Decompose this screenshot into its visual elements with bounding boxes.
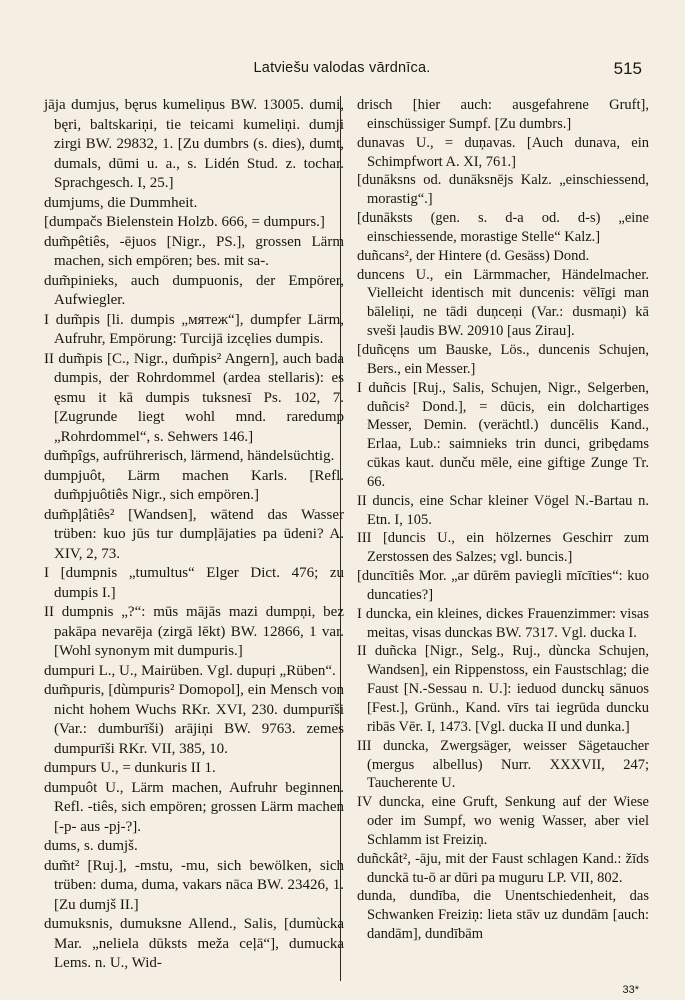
dictionary-entry: dum̃pîgs, aufrührerisch, lärmend, händelsüchtig. xyxy=(44,448,335,464)
dictionary-entry: dum̃puris, [dùmpuris² Domopol], ein Mensch von nicht hohem Wuchs RKr. XVI, 230. dumpurīši (Var.: dumburīši) arājiņi BW. 9763. zemes dumpurīši RKr. VII, 385, 10. xyxy=(44,682,344,757)
dictionary-entry: duñcans², der Hintere (d. Gesäss) Dond. xyxy=(357,247,590,264)
dictionary-entry: [dunāksns od. dunāksnējs Kalz. „einschiessend, morastig“.] xyxy=(357,172,649,208)
dictionary-entry: dum̃t² [Ruj.], -mstu, -mu, sich bewölken, sich trüben: duma, duma, vakars nāca BW. 23426, 1. [Zu dumjš II.] xyxy=(44,857,344,913)
page-header xyxy=(42,60,642,86)
dictionary-entry: dunda, dundība, die Unentschiedenheit, das Schwanken Freiziņ: lieta stāv uz dundām [auch: dandām], dundībām xyxy=(357,888,649,943)
dictionary-entry: jāja dumjus, bęrus kumeliņus BW. 13005. dumi, bęri, baltskariņi, tie teicami kumeliņi. dumji zirgi BW. 29832, 1. [Zu dumbrs (s. dies), dumt, dumals, dūmi u. a., s. Lidén Stud. z. tochar. Sprachgesch. I, 25.] xyxy=(44,97,344,191)
dictionary-entry: II duñcka [Nigr., Selg., Ruj., dùncka Schujen, Wandsen], ein Rippenstoss, ein Faustschlag; die Faust [N.-Sessau n. U.]: ieduod dunckų sānuos [Fest.], Grünh., Kand. vīrs tai iegrūda duncku ribās Vēr. I, 1473. [Vgl. ducka II und dunka.] xyxy=(357,643,649,735)
dictionary-entry: duñckât², -āju, mit der Faust schlagen Kand.: žīds dunckā tu-ō ar dūri pa muguru LP. VII, 802. xyxy=(357,850,649,886)
dictionary-entry: dunavas U., = duņavas. [Auch dunava, ein Schimpfwort A. XI, 761.] xyxy=(357,134,649,170)
dictionary-entry: dumuksnis, dumuksne Allend., Salis, [dumùcka Mar. „neliela dūksts meža ceļā“], dumucka Lems. n. U., Wid- xyxy=(44,916,344,971)
dictionary-entry: dum̃pêtiês, -ējuos [Nigr., PS.], grossen Lärm machen, sich empören; bes. mit sa-. xyxy=(44,233,344,269)
dictionary-entry: dums, s. dumjš. xyxy=(44,838,138,854)
dictionary-entry: III [duncis U., ein hölzernes Geschirr zum Zerstossen des Salzes; vgl. buncis.] xyxy=(357,530,649,566)
dictionary-entry: duncens U., ein Lärmmacher, Händelmacher. Vielleicht identisch mit duncenis: vēlīgi man bāleliņi, ne tādi duņceņi (Var.: dusmaņi) kā sveši ļaudis BW. 20910 [aus Zirau]. xyxy=(357,266,649,340)
dictionary-entry: [duncītiês Mor. „ar dūrēm paviegli mīcīties“: kuo duncaties?] xyxy=(357,568,649,603)
dictionary-entry: [duñcęns um Bauske, Lös., duncenis Schujen, Bers., ein Messer.] xyxy=(357,341,649,377)
dictionary-entry: II dum̃pis [C., Nigr., dum̃pis² Angern], auch bada dumpis, der Rohrdommel (ardea stellaris): es ęsmu it kā dumpis tuksnesī Ps. 102, 7. [Zugrunde liegt wohl mnd. raredump „Rohrdommel“, s. Sehwers 146.] xyxy=(44,350,344,445)
dictionary-entry: II dumpnis „?“: mūs mājās mazi dumpņi, bez pakāpa nevarēja (zirgā lēkt) BW. 12866, 1 var. [Wohl synonym mit dumpuris.] xyxy=(44,604,344,659)
dictionary-entry: IV duncka, eine Gruft, Senkung auf der Wiese oder im Sumpf, wo wenig Wasser, aber viel Schlamm ist Freiziņ. xyxy=(357,794,649,848)
dictionary-entry: dum̃pļâtiês² [Wandsen], wātend das Wasser trüben: kuo jūs tur dumpļājaties pa ūdeni? A. XIV, 2, 73. xyxy=(44,506,344,562)
dictionary-entry: dumpjuôt, Lärm machen Karls. [Refl. dum̃pjuôtiês Nigr., sich empören.] xyxy=(44,467,344,503)
dictionary-entry: III duncka, Zwergsäger, weisser Sägetaucher (mergus albellus) Nurr. XXXVII, 247; Taucherente U. xyxy=(357,737,649,792)
left-column xyxy=(44,96,344,974)
dictionary-entry: dum̃pinieks, auch dumpuonis, der Empörer, Aufwiegler. xyxy=(44,272,344,308)
dictionary-entry: dumpurs U., = dunkuris II 1. xyxy=(44,760,216,776)
dictionary-entry: I duncka, ein kleines, dickes Frauenzimmer: visas meitas, visas dunckas BW. 7317. Vgl. ducka I. xyxy=(357,605,649,641)
dictionary-entry: drisch [hier auch: ausgefahrene Gruft], einschüssiger Sumpf. [Zu dumbrs.] xyxy=(357,97,649,132)
dictionary-entry: [dunāksts (gen. s. d-a od. d-s) „eine einschiessende, morastige Stelle“ Kalz.] xyxy=(357,210,649,245)
dictionary-entry: dumjums, die Dummheit. xyxy=(44,194,198,211)
dictionary-entry: I dum̃pis [li. dumpis „мятеж“], dumpfer Lärm, Aufruhr, Empörung: Turcijā izcęlies dumpis. xyxy=(44,311,344,347)
page-number: 515 xyxy=(613,59,642,78)
page-title: Latviešu valodas vārdnīca. xyxy=(253,60,431,76)
dictionary-entry: I duñcis [Ruj., Salis, Schujen, Nigr., Selgerben, duñcis² Dond.], = dūcis, ein dolchartiges Messer, Demin. (verächtl.) duncēlis Kand., Erlaa, Lub.: saimnieks trin dunci, gribędams cūkas kaut. dunču mēle, eine giftige Zunge Tr. 66. xyxy=(357,379,649,490)
dictionary-entry: dumpuri L., U., Mairüben. Vgl. dupuŗi „Rüben“. xyxy=(44,662,336,679)
right-column xyxy=(357,96,649,944)
printer-signature: 33* xyxy=(622,984,639,996)
dictionary-entry: dumpuôt U., Lärm machen, Aufruhr beginnen. Refl. -tiês, sich empören; grossen Lärm machen [-p- aus -pj-?]. xyxy=(44,779,344,835)
dictionary-entry: [dumpačs Bielenstein Holzb. 666, = dumpurs.] xyxy=(44,214,325,230)
dictionary-entry: I [dumpnis „tumultus“ Elger Dict. 476; zu dumpis I.] xyxy=(44,565,344,601)
dictionary-entry: II duncis, eine Schar kleiner Vögel N.-Bartau n. Etn. I, 105. xyxy=(357,492,649,528)
